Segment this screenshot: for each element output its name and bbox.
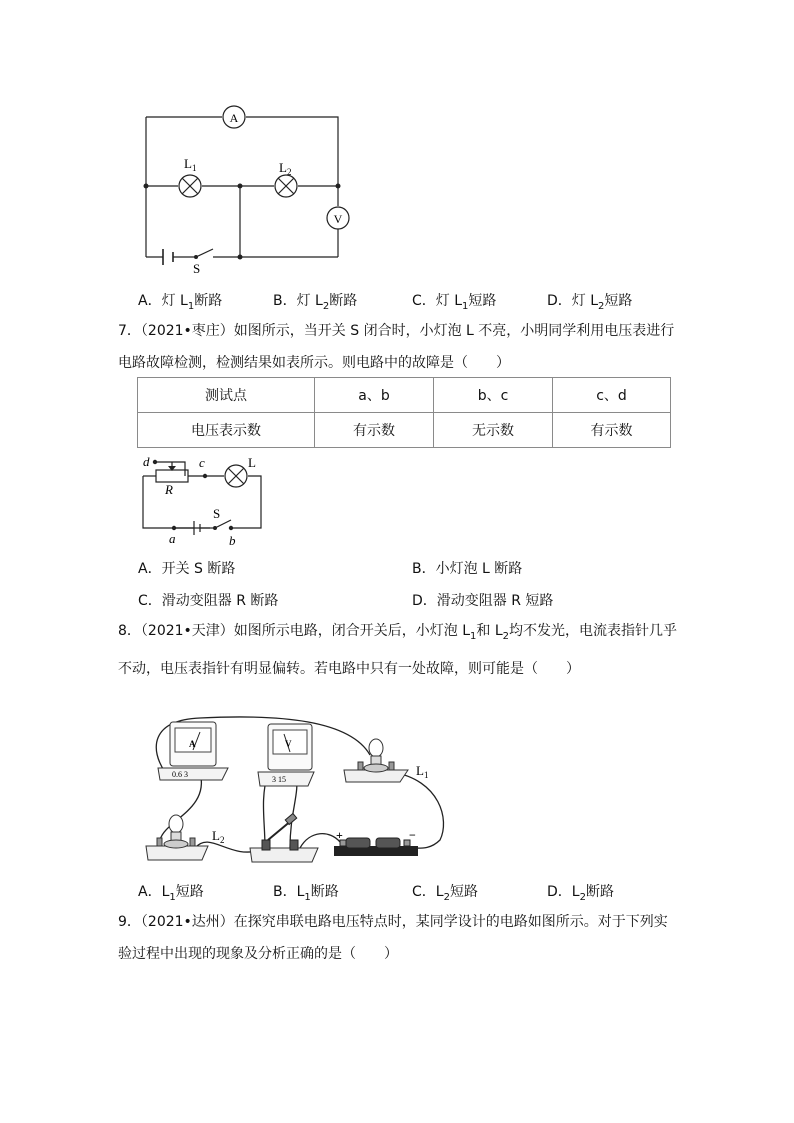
ammeter-device (158, 722, 228, 780)
lamp-l1-label: $L_1$ (416, 763, 429, 780)
circuit-photo-q8 (0, 700, 794, 875)
rheostat-symbol (156, 470, 188, 482)
battery-minus-label: − (409, 828, 416, 842)
table-cell: 无示数 (434, 413, 553, 448)
table-row (138, 413, 671, 448)
ammeter-label: A (229, 111, 239, 125)
switch-s-label: S (213, 506, 221, 521)
ammeter-dial-label: A (189, 739, 196, 749)
q8-option-d: D．$L_2$断路 (547, 884, 614, 903)
q7-option-a: A．开关 S 断路 (138, 561, 236, 577)
q8-stem: 8．（2021•天津）如图所示电路，闭合开关后，小灯泡 $L_1$和 $L_2$均不发光，电流表指针几乎不动，电压表指针有明显偏转。若电路中只有一处故障，则可能是（ ） (118, 623, 678, 677)
table-cell: 电压表示数 (138, 413, 315, 448)
battery-pack-device (334, 838, 418, 856)
q8-option-a: A．$L_1$短路 (138, 884, 204, 903)
lamp-l2-device (146, 815, 208, 860)
point-c-label: c (199, 455, 205, 470)
battery-plus-label: + (336, 828, 343, 842)
q6-option-b: B．灯 $L_2$断路 (273, 293, 358, 312)
q7-stem: 7．（2021•枣庄）如图所示，当开关 S 闭合时，小灯泡 L 不亮，小明同学利用电压表进行电路故障检测，检测结果如表所示。则电路中的故障是（ ） (118, 323, 675, 371)
voltmeter-dial-label: V (285, 739, 292, 749)
q8-option-b: B．$L_1$断路 (273, 884, 339, 903)
q6-option-a: A．灯 $L_1$断路 (138, 293, 223, 312)
circuit-diagram-q6 (0, 0, 794, 280)
table-cell: 有示数 (315, 413, 434, 448)
table-cell: b、c (434, 378, 553, 413)
voltmeter-label: V (333, 212, 343, 226)
q7-option-d: D．滑动变阻器 R 短路 (412, 593, 554, 609)
table-row (138, 378, 671, 413)
table-cell: 有示数 (553, 413, 671, 448)
lamp-l2-label: $L_2$ (212, 828, 225, 845)
circuit-diagram-q7 (0, 450, 794, 555)
table-cell: a、b (315, 378, 434, 413)
q7-test-table (137, 377, 671, 448)
point-b-label: b (229, 533, 236, 548)
lamp-l-label: L (248, 455, 256, 470)
rheostat-r-label: R (165, 482, 173, 497)
table-cell: c、d (553, 378, 671, 413)
voltmeter-device (258, 724, 314, 786)
q7-option-b: B．小灯泡 L 断路 (412, 561, 523, 577)
point-d-label: d (143, 454, 150, 469)
q7-option-c: C．滑动变阻器 R 断路 (138, 593, 279, 609)
q9-stem: 9．（2021•达州）在探究串联电路电压特点时，某同学设计的电路如图所示。对于下列实验过程中出现的现象及分析正确的是（ ） (118, 914, 668, 962)
voltmeter-terminals: 3 15 (272, 775, 286, 784)
q6-option-c: C．灯 $L_1$短路 (412, 293, 497, 312)
lamp-l1-label: $L_1$ (184, 156, 197, 173)
lamp-l1-device (344, 739, 408, 782)
q8-option-c: C．$L_2$短路 (412, 884, 478, 903)
switch-label: S (193, 261, 201, 276)
ammeter-terminals: 0.6 3 (172, 770, 188, 779)
point-a-label: a (169, 531, 176, 546)
table-cell: 测试点 (138, 378, 315, 413)
q6-option-d: D．灯 $L_2$短路 (547, 293, 633, 312)
lamp-l2-label: $L_2$ (279, 160, 292, 177)
